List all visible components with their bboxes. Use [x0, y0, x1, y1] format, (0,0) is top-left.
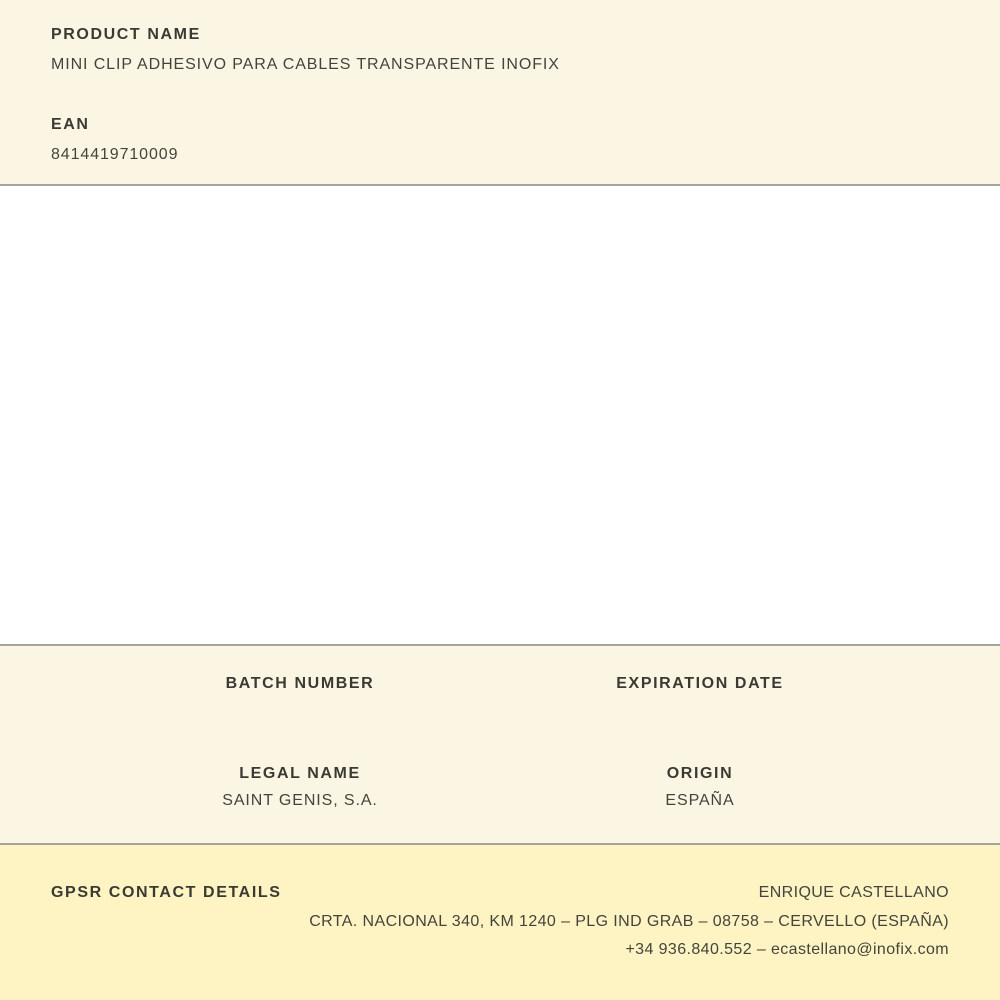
- product-name-label: PRODUCT NAME: [51, 26, 201, 43]
- origin-label: ORIGIN: [666, 765, 734, 782]
- details-row-legal-origin: [100, 760, 900, 814]
- batch-number-value: [100, 697, 500, 724]
- gpsr-contact-name: ENRIQUE CASTELLANO: [758, 884, 949, 901]
- gpsr-section: [0, 843, 1000, 1000]
- origin-field: [500, 760, 900, 814]
- details-row-batch-expiration: [100, 670, 900, 724]
- expiration-date-label: EXPIRATION DATE: [616, 675, 784, 692]
- origin-value: ESPAÑA: [665, 792, 735, 809]
- ean-value: 8414419710009: [51, 146, 179, 163]
- legal-name-value: SAINT GENIS, S.A.: [222, 792, 378, 809]
- product-name-field: [51, 21, 949, 78]
- expiration-date-value: [500, 697, 900, 724]
- legal-name-field: [100, 760, 500, 814]
- product-header-section: [0, 0, 1000, 186]
- details-section: [0, 644, 1000, 843]
- ean-field: [51, 111, 949, 168]
- ean-label: EAN: [51, 116, 90, 133]
- gpsr-contact-phone-email: +34 936.840.552 – ecastellano@inofix.com: [625, 941, 949, 958]
- batch-number-field: [100, 670, 500, 724]
- product-image-area: [0, 186, 1000, 644]
- expiration-date-field: [500, 670, 900, 724]
- batch-number-label: BATCH NUMBER: [225, 675, 375, 692]
- gpsr-contact-address: CRTA. NACIONAL 340, KM 1240 – PLG IND GRAB – 08758 – CERVELLO (ESPAÑA): [309, 912, 949, 930]
- gpsr-contact-details-label: GPSR CONTACT DETAILS: [51, 884, 282, 901]
- legal-name-label: LEGAL NAME: [239, 765, 361, 782]
- gpsr-contact-block: [309, 879, 949, 965]
- product-name-value: MINI CLIP ADHESIVO PARA CABLES TRANSPARENTE INOFIX: [51, 56, 560, 73]
